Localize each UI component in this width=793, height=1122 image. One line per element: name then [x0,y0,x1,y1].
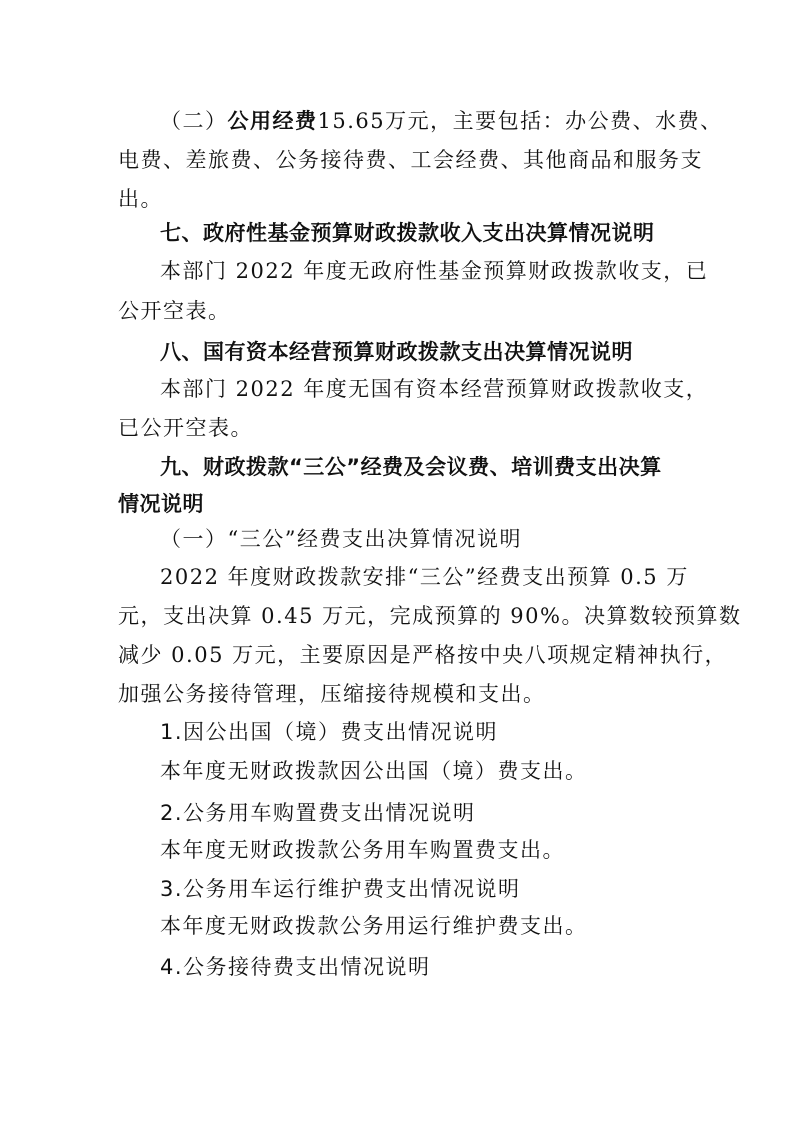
public-expense-line-1 [160,106,723,136]
section-8-heading: 八、国有资本经营预算财政拨款支出决算情况说明 [160,340,633,364]
section-8-line-1: 本部门 2022 年度无国有资本经营预算财政拨款收支， [160,377,709,401]
public-expense-line-2: 电费、差旅费、公务接待费、工会经费、其他商品和服务支 [118,148,703,172]
item-2-title: 2.公务用车购置费支出情况说明 [160,801,476,825]
section-9-para-line-1: 2022 年度财政拨款安排“三公”经费支出预算 0.5 万 [160,565,689,589]
public-expense-prefix: （二） [160,109,228,133]
section-9-para-line-4: 加强公务接待管理，压缩接待规模和支出。 [118,682,546,706]
item-3-title: 3.公务用车运行维护费支出情况说明 [160,877,521,901]
section-9-para-line-3: 减少 0.05 万元，主要原因是严格按中央八项规定精神执行， [118,643,728,667]
public-expense-line-3: 出。 [118,187,163,211]
section-9-sub-1-title: （一）“三公”经费支出决算情况说明 [160,527,522,551]
section-9-heading-line-1: 九、财政拨款“三公”经费及会议费、培训费支出决算 [160,455,662,479]
section-7-line-1: 本部门 2022 年度无政府性基金预算财政拨款收支，已 [160,259,709,283]
item-2-desc: 本年度无财政拨款公务用车购置费支出。 [160,838,565,862]
section-8-line-2: 已公开空表。 [118,416,253,440]
public-expense-amount: 15.65万元，主要包括：办公费、水费、 [317,109,723,133]
section-9-heading-line-2: 情况说明 [118,492,204,516]
public-expense-term: 公用经费 [227,109,318,133]
item-3-desc: 本年度无财政拨款公务用运行维护费支出。 [160,914,588,938]
item-4-title: 4.公务接待费支出情况说明 [160,955,431,979]
section-7-line-2: 公开空表。 [118,299,231,323]
item-1-title: 1.因公出国（境）费支出情况说明 [160,720,499,744]
item-1-desc: 本年度无财政拨款因公出国（境）费支出。 [160,759,588,783]
section-9-para-line-2: 元，支出决算 0.45 万元，完成预算的 90%。决算数较预算数 [118,604,742,628]
section-7-heading: 七、政府性基金预算财政拨款收入支出决算情况说明 [160,221,655,245]
